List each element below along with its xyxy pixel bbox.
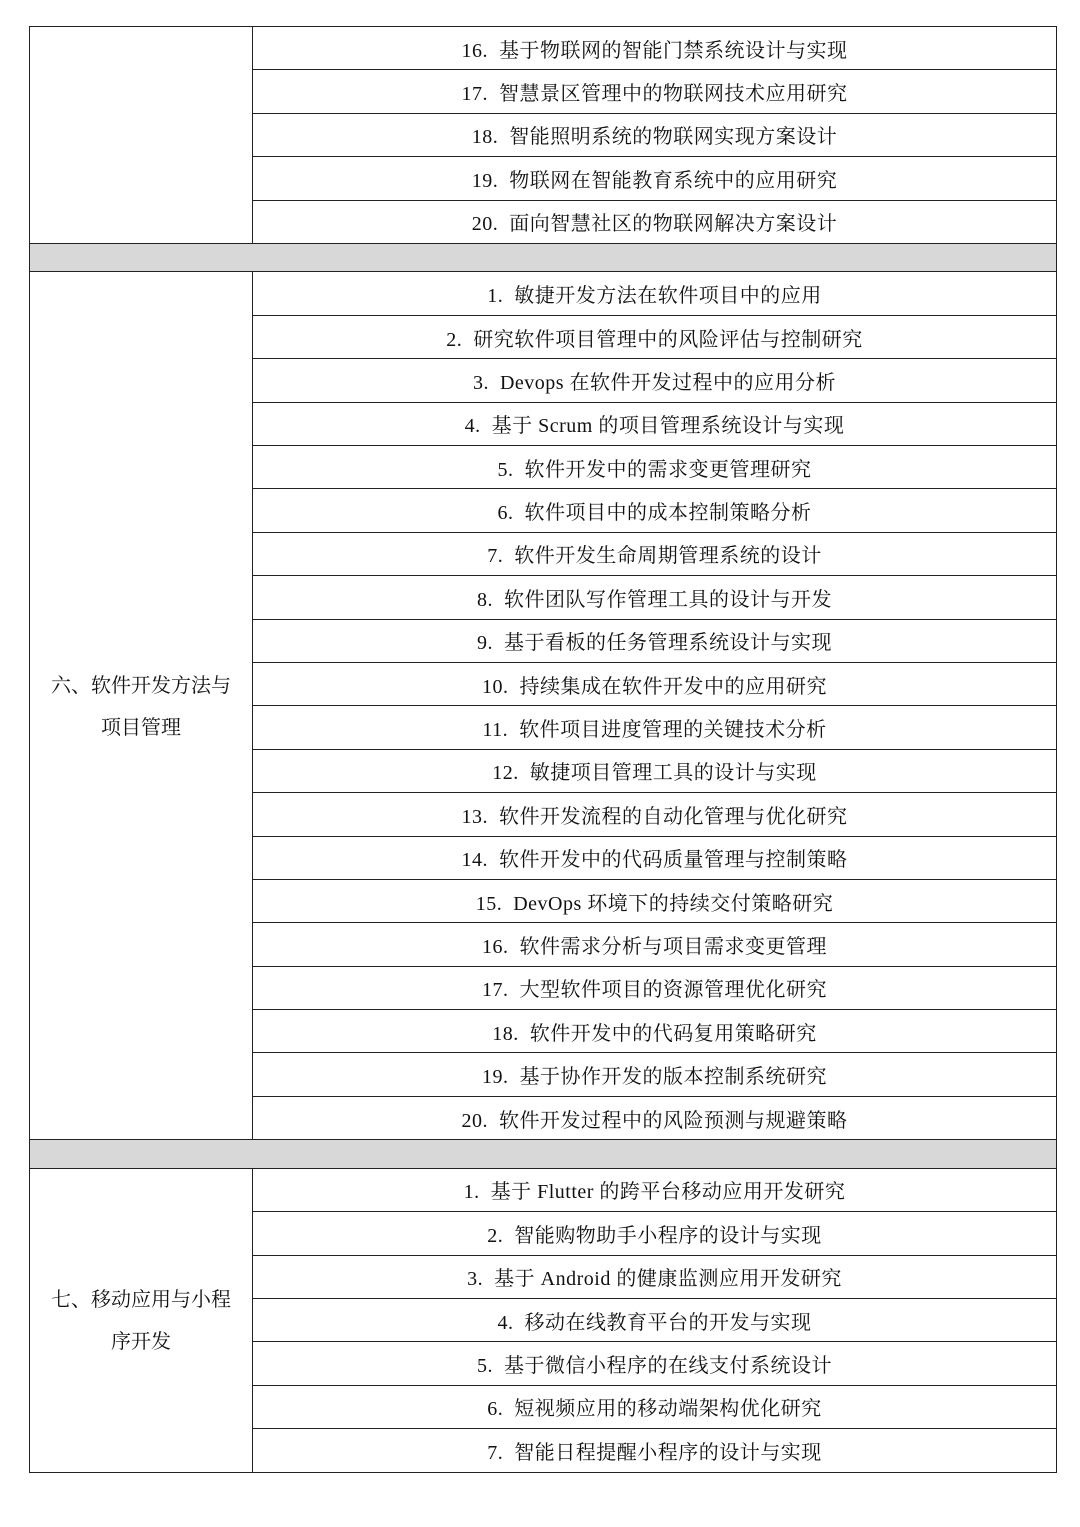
topic-cell — [253, 706, 1057, 749]
topic-item — [462, 806, 848, 828]
topic-cell — [253, 1053, 1057, 1096]
topic-item — [446, 329, 863, 351]
topic-number: 19. — [482, 1066, 509, 1089]
topic-cell — [253, 272, 1057, 315]
topic-title: 基于看板的任务管理系统设计与实现 — [504, 632, 832, 655]
topic-cell — [253, 836, 1057, 879]
topic-title: 软件开发流程的自动化管理与优化研究 — [499, 805, 848, 828]
topic-number: 1. — [487, 285, 504, 308]
category-label-line2: 序开发 — [111, 1329, 171, 1354]
topic-number: 18. — [492, 1022, 519, 1045]
topic-cell — [253, 1255, 1057, 1298]
topic-number: 10. — [482, 675, 509, 698]
topic-item — [498, 1312, 812, 1334]
topic-item — [477, 1355, 832, 1377]
topic-title: 软件开发过程中的风险预测与规避策略 — [499, 1109, 848, 1132]
topic-number: 6. — [487, 1398, 504, 1421]
topic-cell — [253, 489, 1057, 532]
topic-item — [482, 979, 827, 1001]
section-separator-row — [30, 1140, 1057, 1169]
topic-item — [487, 285, 822, 307]
topic-title: 移动在线教育平台的开发与实现 — [524, 1311, 812, 1334]
topic-number: 16. — [461, 39, 488, 62]
category-cell — [30, 272, 253, 1140]
topic-number: 20. — [461, 1109, 488, 1132]
table-row — [30, 27, 1057, 70]
table-row — [30, 1168, 1057, 1211]
topic-cell — [253, 923, 1057, 966]
topic-number: 3. — [472, 371, 489, 394]
topic-cell — [253, 157, 1057, 200]
topic-item — [465, 415, 845, 437]
topic-cell — [253, 1096, 1057, 1139]
topic-title: 软件需求分析与项目需求变更管理 — [519, 936, 827, 958]
topic-cell — [253, 70, 1057, 113]
topic-item — [482, 676, 827, 698]
topic-number: 6. — [497, 502, 514, 525]
topic-number: 12. — [492, 762, 519, 785]
topic-number: 11. — [482, 719, 509, 742]
topic-title: Devops 在软件开发过程中的应用分析 — [499, 371, 837, 394]
topic-title: 智慧景区管理中的物联网技术应用研究 — [499, 83, 848, 106]
topic-number: 17. — [461, 83, 488, 106]
topic-item — [464, 1181, 846, 1203]
topic-title: DevOps 环境下的持续交付策略研究 — [513, 892, 834, 915]
topic-title: 软件开发中的代码复用策略研究 — [529, 1022, 817, 1045]
topic-number: 17. — [482, 979, 509, 1002]
topic-title: 敏捷项目管理工具的设计与实现 — [529, 762, 817, 785]
topic-title: 软件项目进度管理的关键技术分析 — [519, 719, 827, 742]
section-separator-cell — [30, 1140, 1057, 1169]
topic-title: 基于微信小程序的在线支付系统设计 — [504, 1355, 832, 1378]
topic-title: 研究软件项目管理中的风险评估与控制研究 — [473, 328, 863, 351]
category-label-line1: 七、移动应用与小程 — [51, 1287, 231, 1312]
topic-cell — [253, 576, 1057, 619]
topic-item — [462, 83, 848, 105]
section-separator-cell — [30, 243, 1057, 272]
topic-number: 5. — [497, 458, 514, 481]
topic-table-body — [30, 27, 1057, 1473]
topic-cell — [253, 1298, 1057, 1341]
topic-item — [498, 502, 812, 524]
topic-item — [477, 632, 832, 654]
topic-number: 2. — [487, 1224, 504, 1247]
topic-title: 软件开发中的代码质量管理与控制策略 — [499, 849, 848, 872]
topic-item — [482, 719, 826, 741]
topic-item — [462, 849, 848, 871]
topic-item — [477, 589, 832, 611]
topic-item — [472, 170, 838, 192]
topic-title: 短视频应用的移动端架构优化研究 — [514, 1398, 822, 1421]
topic-number: 2. — [446, 328, 463, 351]
category-label-line1: 六、软件开发方法与 — [51, 672, 231, 697]
topic-cell — [253, 1429, 1057, 1472]
topic-item — [462, 40, 848, 62]
topic-cell — [253, 315, 1057, 358]
topic-number: 20. — [471, 213, 499, 236]
category-label — [30, 664, 252, 748]
topic-title: 物联网在智能教育系统中的应用研究 — [509, 169, 838, 192]
topic-cell — [253, 359, 1057, 402]
category-cell — [30, 27, 253, 244]
topic-item — [487, 1442, 822, 1464]
topic-number: 4. — [464, 415, 481, 438]
topic-title: 智能日程提醒小程序的设计与实现 — [514, 1441, 822, 1464]
topic-number: 7. — [487, 545, 504, 568]
topic-item — [472, 126, 838, 148]
topic-cell — [253, 1342, 1057, 1385]
topic-number: 4. — [497, 1311, 514, 1334]
topic-item — [492, 1023, 817, 1045]
topic-title: 基于 Flutter 的跨平台移动应用开发研究 — [490, 1181, 846, 1204]
topic-cell — [253, 27, 1057, 70]
topic-title: 软件团队写作管理工具的设计与开发 — [504, 588, 832, 611]
topic-cell — [253, 1385, 1057, 1428]
category-label — [30, 1278, 252, 1362]
topic-number: 5. — [477, 1355, 493, 1378]
topic-cell — [253, 402, 1057, 445]
topic-title: 软件开发生命周期管理系统的设计 — [514, 545, 822, 568]
topic-number: 8. — [477, 588, 493, 611]
topic-title: 基于 Android 的健康监测应用开发研究 — [494, 1268, 842, 1291]
topic-item — [476, 893, 834, 915]
topic-cell — [253, 1010, 1057, 1053]
section-separator-row — [30, 243, 1057, 272]
topic-cell — [253, 793, 1057, 836]
topic-number: 14. — [461, 849, 488, 872]
topic-title: 智能照明系统的物联网实现方案设计 — [509, 126, 838, 149]
topic-item — [473, 372, 836, 394]
topic-title: 基于物联网的智能门禁系统设计与实现 — [499, 39, 848, 62]
topic-table — [29, 26, 1057, 1473]
topic-title: 敏捷开发方法在软件项目中的应用 — [514, 285, 822, 308]
topic-number: 1. — [463, 1181, 480, 1204]
topic-cell — [253, 879, 1057, 922]
topic-title: 持续集成在软件开发中的应用研究 — [519, 675, 827, 698]
topic-title: 软件项目中的成本控制策略分析 — [524, 502, 812, 525]
topic-number: 9. — [477, 632, 493, 655]
topic-item — [498, 459, 812, 481]
topic-title: 软件开发中的需求变更管理研究 — [524, 458, 812, 481]
topic-item — [492, 762, 817, 784]
category-label-line2: 项目管理 — [101, 714, 181, 739]
topic-item — [482, 936, 827, 958]
topic-cell — [253, 532, 1057, 575]
topic-item — [487, 1225, 822, 1247]
topic-number: 7. — [487, 1441, 504, 1464]
topic-item — [472, 213, 838, 235]
topic-title: 智能购物助手小程序的设计与实现 — [514, 1224, 822, 1247]
topic-cell — [253, 1168, 1057, 1211]
category-cell — [30, 1168, 253, 1472]
topic-cell — [253, 200, 1057, 243]
table-row — [30, 272, 1057, 315]
topic-item — [487, 545, 822, 567]
topic-cell — [253, 446, 1057, 489]
topic-number: 19. — [471, 169, 499, 192]
topic-title: 大型软件项目的资源管理优化研究 — [519, 979, 827, 1002]
topic-item — [467, 1268, 842, 1290]
topic-title: 基于协作开发的版本控制系统研究 — [519, 1066, 827, 1089]
topic-title: 面向智慧社区的物联网解决方案设计 — [509, 213, 838, 236]
topic-title: 基于 Scrum 的项目管理系统设计与实现 — [491, 415, 845, 438]
topic-item — [462, 1110, 848, 1132]
topic-cell — [253, 662, 1057, 705]
topic-number: 15. — [475, 892, 503, 915]
topic-cell — [253, 113, 1057, 156]
topic-cell — [253, 966, 1057, 1009]
topic-cell — [253, 619, 1057, 662]
topic-cell — [253, 749, 1057, 792]
topic-cell — [253, 1212, 1057, 1255]
topic-number: 16. — [482, 936, 509, 958]
topic-item — [482, 1066, 827, 1088]
topic-number: 18. — [471, 126, 499, 149]
topic-number: 13. — [461, 805, 488, 828]
topic-number: 3. — [467, 1268, 484, 1291]
topic-item — [487, 1398, 822, 1420]
